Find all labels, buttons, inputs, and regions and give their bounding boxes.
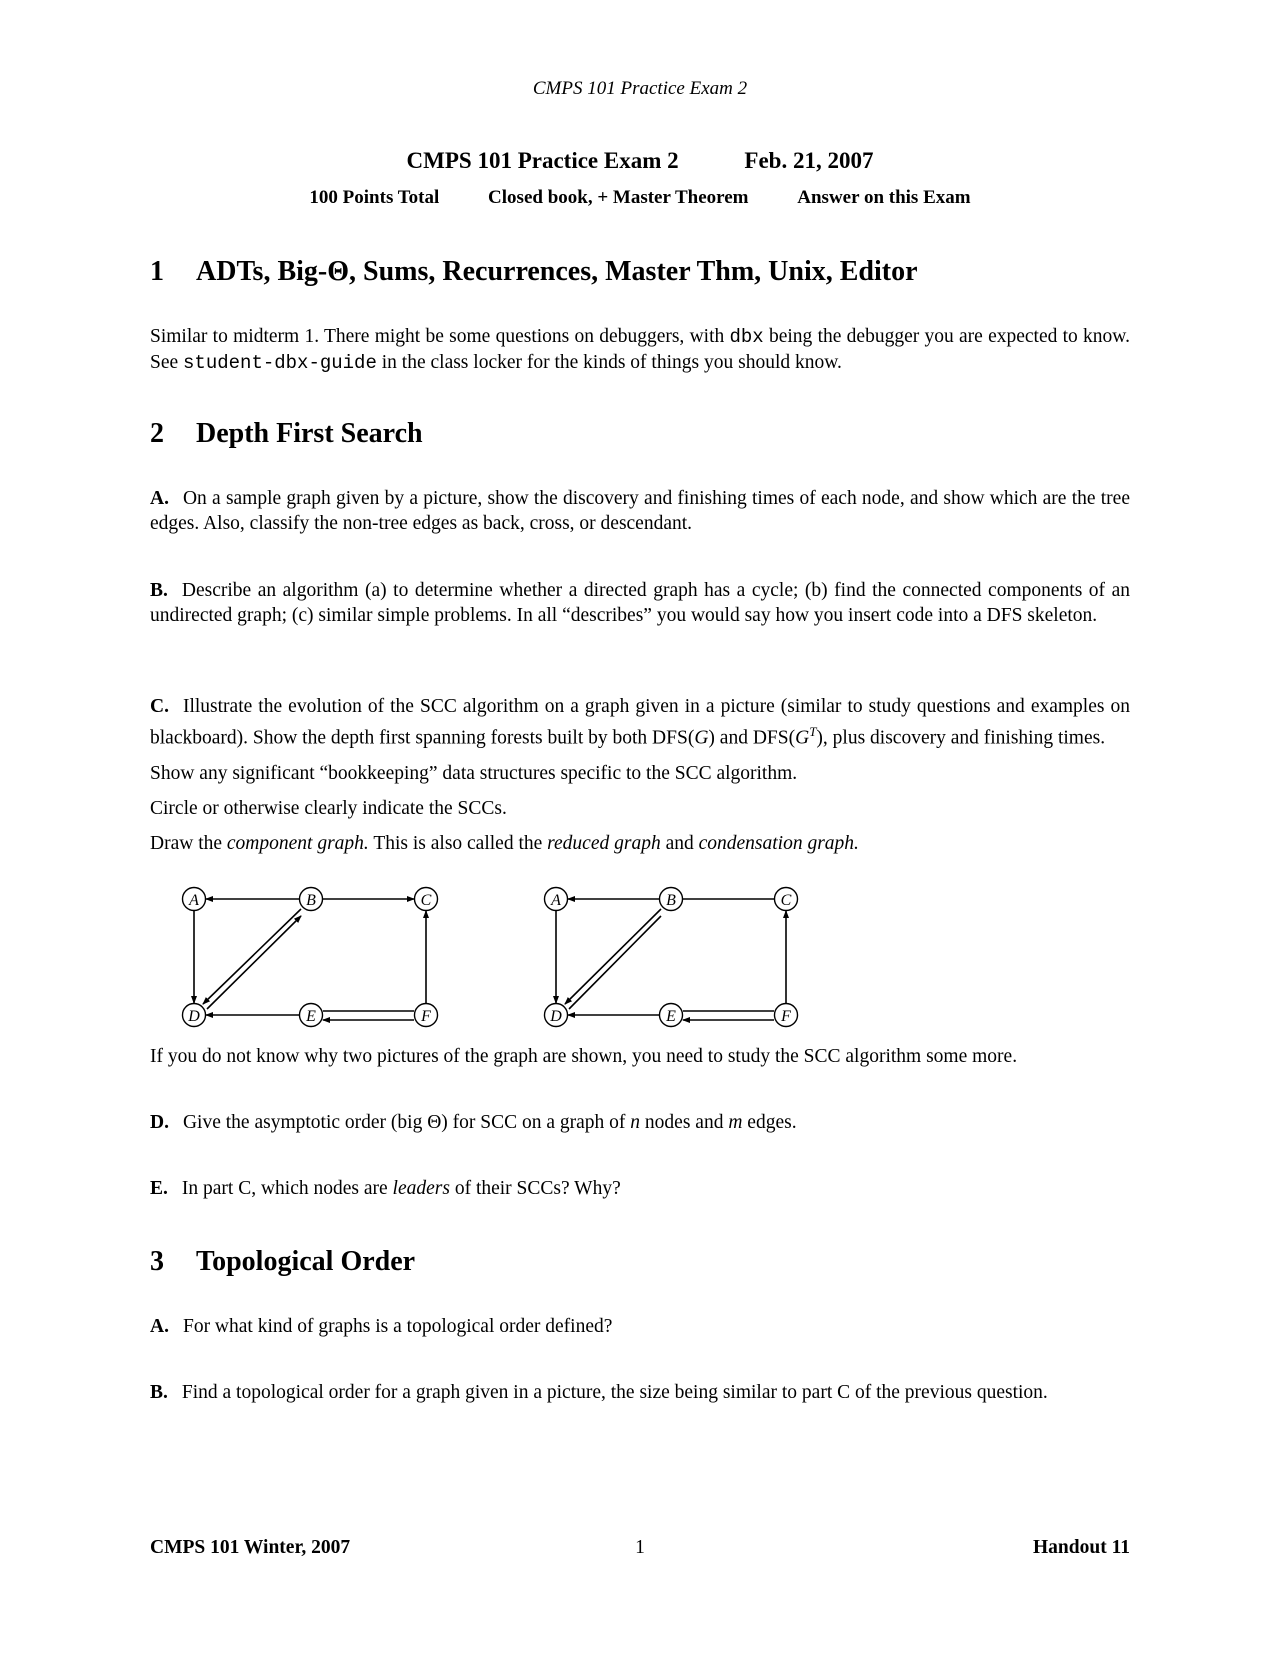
edge-b-d — [203, 909, 301, 1004]
footer-course: CMPS 101 Winter, 2007 — [150, 1537, 351, 1558]
text: Illustrate the evolution of the SCC algorithm on a graph given in a picture (similar to study questions and examples on blackboard). Show the depth first spanning forests built by both DFS( — [150, 696, 1130, 749]
question-label: A. — [150, 488, 169, 509]
text: of their SCCs? Why? — [449, 1178, 621, 1199]
paragraph — [150, 1110, 1130, 1135]
section-title: Topological Order — [196, 1246, 416, 1277]
node-label-f: F — [781, 1008, 791, 1025]
text: edges. — [742, 1112, 797, 1133]
node-label-c: C — [420, 892, 432, 909]
question-3a — [150, 1314, 1130, 1339]
node-label-d: D — [550, 1008, 562, 1025]
text: Similar to midterm 1. There might be some questions on debuggers, with — [150, 326, 730, 347]
term-reduced-graph: reduced graph — [547, 832, 661, 854]
node-label-e: E — [306, 1008, 316, 1025]
section-3-heading — [150, 1246, 415, 1278]
node-label-f: F — [421, 1008, 431, 1025]
question-label: D. — [150, 1112, 169, 1133]
question-2d — [150, 1110, 1130, 1135]
graph-g — [183, 888, 438, 1027]
points-total: 100 Points Total — [309, 187, 440, 208]
exam-rules: Closed book, + Master Theorem — [488, 187, 749, 208]
term-condensation-graph: condensation graph. — [698, 832, 859, 854]
graph-gt — [545, 888, 798, 1027]
question-3b — [150, 1380, 1130, 1405]
paragraph — [150, 1176, 1130, 1201]
text: Give the asymptotic order (big Θ) for SCC on a graph of — [182, 1112, 631, 1133]
answer-instructions: Answer on this Exam — [797, 187, 971, 208]
running-header: CMPS 101 Practice Exam 2 — [532, 78, 748, 99]
node-label-a: A — [551, 892, 561, 909]
paragraph — [150, 1380, 1130, 1405]
text: Draw the — [150, 832, 227, 854]
section-number: 3 — [150, 1246, 164, 1277]
section-number: 2 — [150, 418, 164, 449]
question-label: A. — [150, 1316, 169, 1337]
footer-handout: Handout 11 — [1033, 1537, 1130, 1558]
node-label-b: B — [306, 892, 316, 909]
term-component-graph: component graph. — [226, 832, 369, 854]
node-label-c: C — [780, 892, 792, 909]
graph-caption — [150, 1044, 1130, 1069]
math-gt: G — [795, 727, 810, 749]
text: being the debugger you are expected to know. See — [150, 326, 1130, 373]
text: ), plus discovery and finishing times. — [816, 727, 1106, 749]
edge-b-d — [565, 909, 661, 1004]
exam-title: CMPS 101 Practice Exam 2 — [406, 148, 679, 173]
text: This is also called the — [368, 832, 548, 854]
code-guide: student-dbx-guide — [183, 352, 377, 374]
section-title: ADTs, Big-Θ, Sums, Recurrences, Master Thm, Unix, Editor — [196, 256, 918, 287]
text: and — [660, 832, 699, 854]
term-leaders: leaders — [392, 1178, 450, 1199]
paragraph: Show any significant “bookkeeping” data structures specific to the SCC algorithm. — [150, 762, 798, 784]
question-text: Find a topological order for a graph given in a picture, the size being similar to part C of the previous question. — [181, 1382, 1048, 1403]
question-label: E. — [150, 1178, 168, 1199]
question-text: For what kind of graphs is a topological order defined? — [182, 1316, 613, 1337]
section-number: 1 — [150, 256, 164, 287]
edge-d-b — [569, 916, 661, 1009]
node-label-b: B — [666, 892, 676, 909]
question-label: B. — [150, 580, 168, 601]
math-sup-t: T — [809, 724, 817, 739]
math-n: n — [630, 1112, 641, 1133]
edge-d-b — [207, 916, 301, 1009]
exam-date: Feb. 21, 2007 — [744, 148, 874, 173]
text: nodes and — [640, 1112, 729, 1133]
text: In part C, which nodes are — [181, 1178, 393, 1199]
code-dbx: dbx — [729, 326, 764, 348]
node-label-d: D — [188, 1008, 200, 1025]
node-label-e: E — [666, 1008, 676, 1025]
question-label: C. — [150, 696, 169, 717]
paragraph — [150, 1314, 1130, 1339]
math-g: G — [694, 727, 709, 749]
section-title: Depth First Search — [196, 418, 423, 449]
text: in the class locker for the kinds of things you should know. — [376, 352, 842, 373]
page-number: 1 — [635, 1537, 645, 1558]
node-label-a: A — [189, 892, 199, 909]
paragraph: Circle or otherwise clearly indicate the SCCs. — [150, 797, 507, 819]
paragraph: If you do not know why two pictures of the graph are shown, you need to study the SCC algorithm some more. — [150, 1046, 1018, 1067]
question-label: B. — [150, 1382, 168, 1403]
question-text: Describe an algorithm (a) to determine whether a directed graph has a cycle; (b) find the connected components of an undirected graph; (c) similar simple problems. In all “describes” you would say how you insert code into a DFS skeleton. — [150, 580, 1130, 626]
question-2e — [150, 1176, 1130, 1201]
text: ) and DFS( — [708, 727, 796, 749]
math-m: m — [728, 1112, 743, 1133]
question-text: On a sample graph given by a picture, show the discovery and finishing times of each node, and show which are the tree edges. Also, classify the non-tree edges as back, cross, or descendant. — [150, 488, 1130, 534]
